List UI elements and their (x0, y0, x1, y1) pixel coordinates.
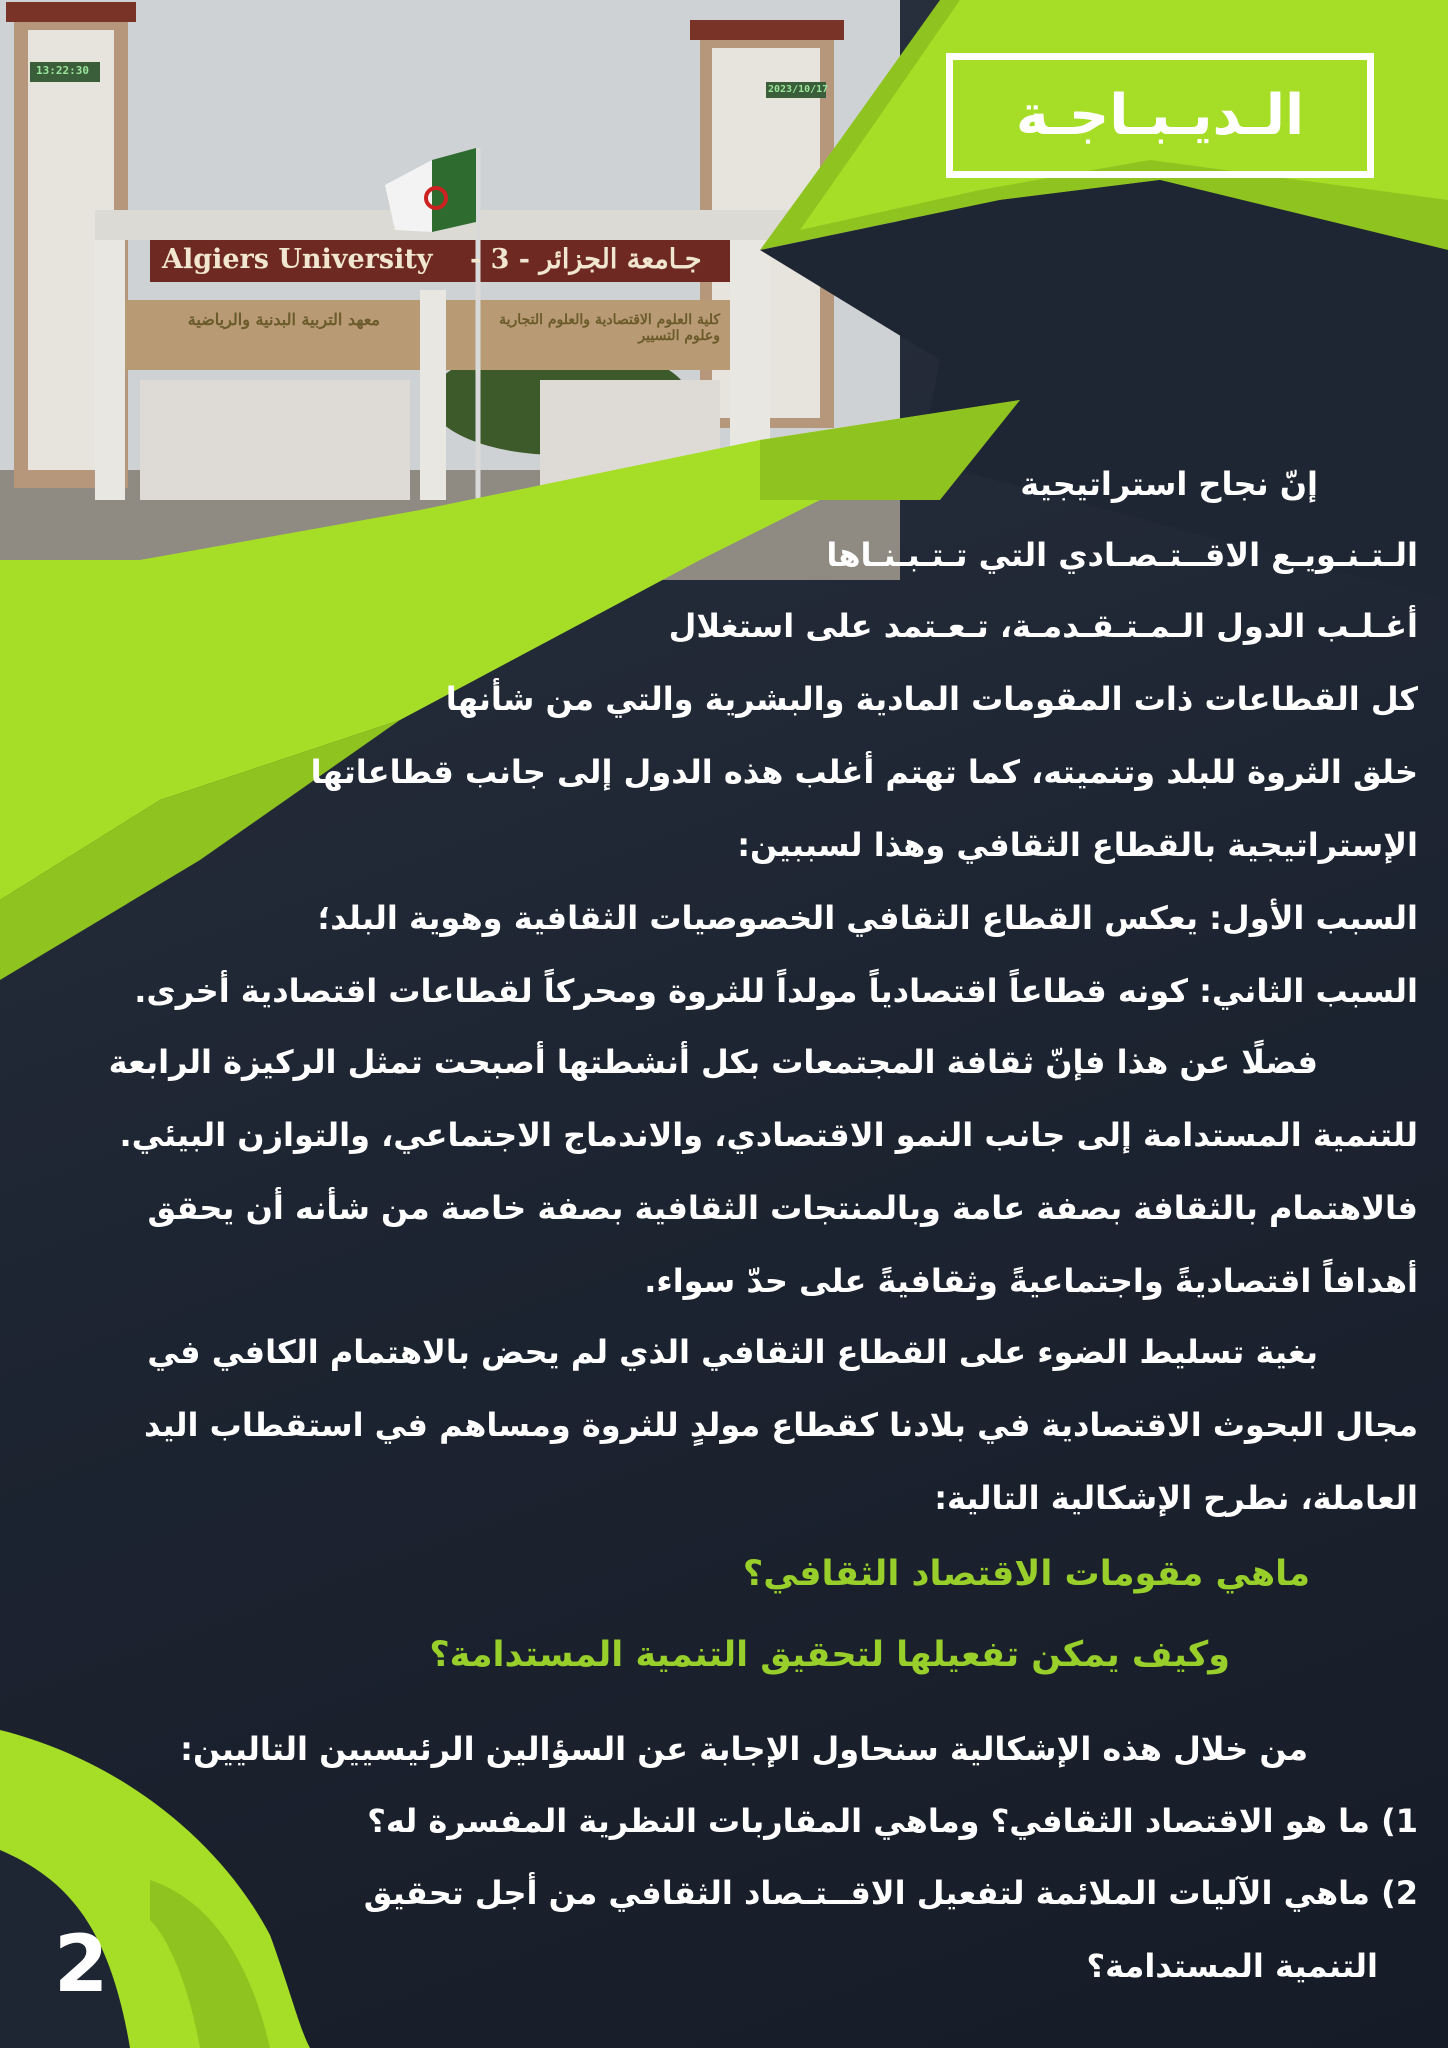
clock-right: 2023/10/17 (768, 84, 829, 95)
body-line: إنّ نجاح استراتيجية (1020, 465, 1318, 503)
body-line: للتنمية المستدامة إلى جانب النمو الاقتصادي، والاندماج الاجتماعي، والتوازن البيئي. (119, 1116, 1418, 1154)
question-1: ماهي مقومات الاقتصاد الثقافي؟ (742, 1554, 1310, 1594)
body-line: مجال البحوث الاقتصادية في بلادنا كقطاع مولدٍ للثروة ومساهم في استقطاب اليد (143, 1406, 1418, 1444)
body-line: فضلًا عن هذا فإنّ ثقافة المجتمعات بكل أنشطتها أصبحت تمثل الركيزة الرابعة (108, 1043, 1318, 1081)
point-2-continued: التنمية المستدامة؟ (1086, 1947, 1378, 1985)
body-line: فالاهتمام بالثقافة بصفة عامة وبالمنتجات الثقافية بصفة خاصة من شأنه أن يحقق (147, 1189, 1418, 1227)
page-number: 2 (54, 1920, 109, 2010)
sub-sign-left: معهد التربية البدنية والرياضية (187, 310, 380, 329)
body-line: العاملة، نطرح الإشكالية التالية: (934, 1479, 1418, 1517)
body-line: خلق الثروة للبلد وتنميته، كما تهتم أغلب هذه الدول إلى جانب قطاعاتها (310, 753, 1418, 791)
gate-lattice (140, 380, 410, 500)
body-line: كل القطاعات ذات المقومات المادية والبشرية والتي من شأنها (445, 680, 1418, 718)
intro-line: من خلال هذه الإشكالية سنحاول الإجابة عن السؤالين الرئيسيين التاليين: (180, 1730, 1308, 1768)
question-2: وكيف يمكن تفعيلها لتحقيق التنمية المستدامة؟ (429, 1635, 1230, 1675)
point-1: 1) ما هو الاقتصاد الثقافي؟ وماهي المقاربات النظرية المفسرة له؟ (367, 1802, 1418, 1840)
clock-left: 13:22:30 (36, 64, 89, 77)
sub-sign-right: كلية العلوم الاقتصادية والعلوم التجارية وعلوم التسيير (499, 312, 720, 344)
body-line: السبب الثاني: كونه قطاعاً اقتصادياً مولداً للثروة ومحركاً لقطاعات اقتصادية أخرى. (134, 972, 1418, 1010)
body-line: الإستراتيجية بالقطاع الثقافي وهذا لسببين: (737, 826, 1418, 864)
sign-english: Algiers University (162, 244, 433, 275)
body-line: أغـلـب الدول الـمـتـقـدمـة، تـعـتمد على استغلال (668, 607, 1418, 645)
point-2: 2) ماهي الآليات الملائمة لتفعيل الاقــتـصاد الثقافي من أجل تحقيق (363, 1874, 1418, 1912)
sign-arabic: جـامعة الجزائر - 3 - (470, 244, 702, 275)
body-line: الـتـنـويـع الاقــتـصـادي التي تـتـبـنـاها (826, 536, 1418, 574)
page-title: الـديـبـاجـة (1015, 83, 1305, 148)
body-line: بغية تسليط الضوء على القطاع الثقافي الذي لم يحض بالاهتمام الكافي في (147, 1333, 1318, 1371)
body-line: أهدافاً اقتصاديةً واجتماعيةً وثقافيةً على حدّ سواء. (644, 1262, 1418, 1300)
body-line: السبب الأول: يعكس القطاع الثقافي الخصوصيات الثقافية وهوية البلد؛ (317, 899, 1418, 937)
title-box (946, 53, 1374, 178)
